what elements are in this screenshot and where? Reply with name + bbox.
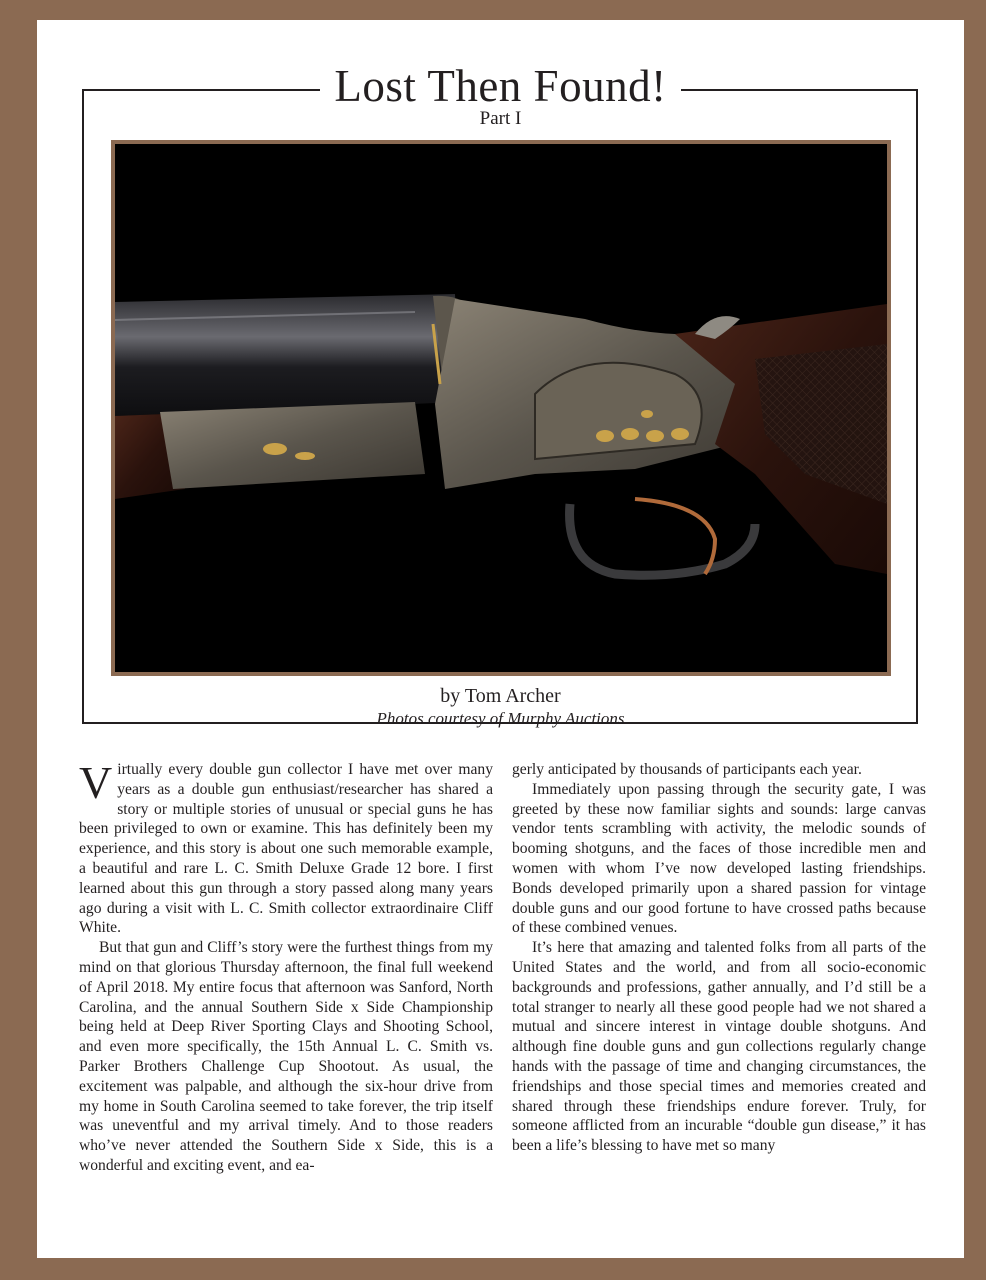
shotgun-photo [111, 140, 891, 676]
magazine-page [37, 20, 964, 1258]
paragraph-text: irtually every double gun collector I have met over many years as a double gun enthusiast/researcher has shared a story or multiple stories of unusual or special guns he has been privileged to own or examine. This has definitely been my experience, and this story is about one such memorable example, a beautiful and rare L. C. Smith Deluxe Grade 12 bore. I first learned about this gun through a story passed along many years ago during a visit with L. C. Smith collector extraordinaire Cliff White. [79, 761, 493, 937]
paragraph: Immediately upon passing through the security gate, I was greeted by these now familiar sights and sounds: large canvas vendor tents scrambling with activity, the melodic sounds of booming shotguns, and the faces of those incredible men and women with whom I’ve now developed lasting friendships. Bonds developed primarily upon a shared passion for vintage double guns and our good fortune to have crossed paths because of these combined venues. [512, 780, 926, 937]
body-column-right [512, 760, 926, 1156]
shotgun-illustration [115, 144, 887, 672]
body-column-left [79, 757, 493, 1176]
paragraph: gerly anticipated by thousands of participants each year. [512, 761, 862, 778]
paragraph: But that gun and Cliff’s story were the furthest things from my mind on that glorious Thursday afternoon, the final full weekend of April 2018. My entire focus that afternoon was Sanford, North Carolina, and the annual Southern Side x Side Championship being held at Deep River Sporting Clays and Shooting School, and even more specifically, the 15th Annual L. C. Smith vs. Parker Brothers Challenge Cup Shootout. As usual, the excitement was palpable, and although the six-hour drive from my home in South Carolina seemed to take forever, the trip itself was uneventful and my arrival timely. And to those readers who’ve never attended the Southern Side x Side, this is a wonderful and exciting event, and ea- [79, 939, 493, 1174]
drop-cap: V [79, 757, 113, 808]
article-title: Lost Then Found! [320, 58, 680, 114]
photo-credit: Photos courtesy of Murphy Auctions [376, 709, 625, 728]
article-byline: by Tom Archer [440, 685, 561, 707]
paragraph: It’s here that amazing and talented folks from all parts of the United States and the world, and from all socio-economic backgrounds and professions, gather annually, and I’d still be a total stranger to nearly all these good people had we not shared a mutual and sincere interest in vintage double shotguns. And although fine double guns and gun collections regularly change hands with the passage of time and changing circumstances, the friendships and those special times and memories created and shared through these friendships endure forever. Truly, for someone afflicted from an incurable “double gun disease,” it has been a life’s blessing to have met so many [512, 939, 926, 1155]
paragraph [79, 757, 493, 938]
title-wrap [37, 58, 964, 114]
article-subtitle: Part I [479, 108, 522, 129]
